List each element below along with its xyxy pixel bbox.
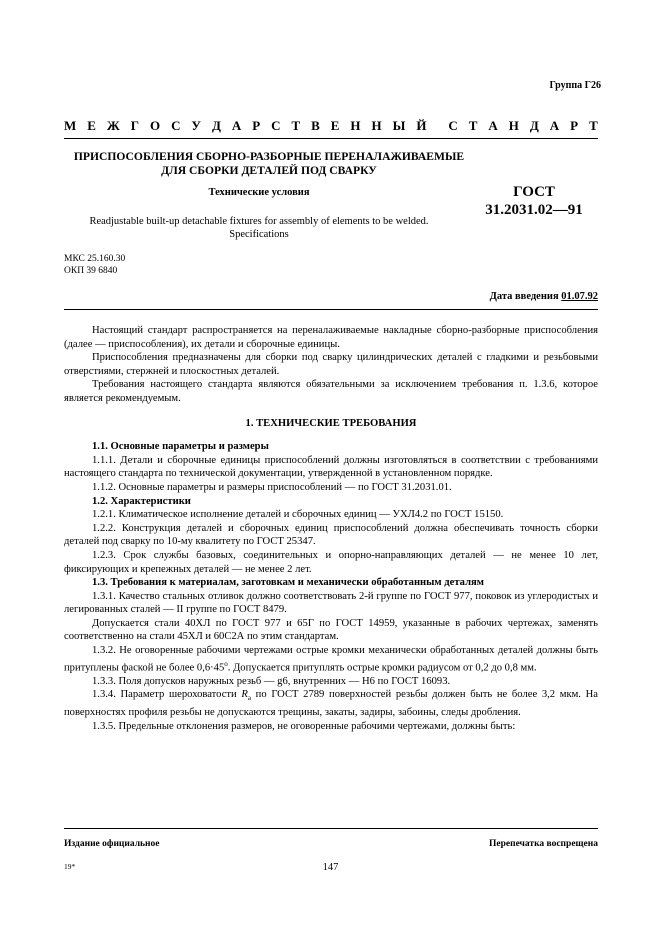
degree-sign: о	[224, 659, 228, 668]
interstate-letter: Й	[416, 118, 427, 133]
clause-1-3-2-text-a: 1.3.2. Не оговоренные рабочими чертежами острые кромки механически обработанных деталей должны быть притуплены фаской не более 0,6·45	[64, 645, 598, 674]
gost-label: ГОСТ	[513, 184, 555, 200]
clause-1-3-5: 1.3.5. Предельные отклонения размеров, не оговоренные рабочими чертежами, должны быть:	[92, 720, 516, 732]
okp-code: ОКП 39 6840	[64, 266, 118, 276]
date-rule	[64, 309, 598, 310]
header-rule	[64, 138, 598, 139]
interstate-letter: Д	[211, 118, 221, 133]
footer-rule	[64, 828, 598, 829]
clause-1-1-1: 1.1.1. Детали и сборочные единицы приспособлений должны изготовляться в соответствии с требованиями настоящего стандарта по технической документации, утвержденной в установленном порядке.	[64, 454, 598, 480]
clause-1-3-4-text-a: 1.3.4. Параметр шероховатости	[92, 689, 242, 701]
interstate-letter: В	[311, 118, 320, 133]
clause-1-2-3: 1.2.3. Срок службы базовых, соединительных и опорно-направляющих деталей — не менее 10 лет, фиксирующих и крепежных деталей — не менее 2 лет.	[64, 549, 598, 575]
english-title-line-1: Readjustable built-up detachable fixtures for assembly of elements to be welded.	[89, 216, 429, 227]
interstate-letter: Е	[87, 118, 96, 133]
english-title	[64, 215, 454, 241]
clause-1-2-2: 1.2.2. Конструкция деталей и сборочных единиц приспособлений должна обеспечивать точность сборки деталей под сварку по 10-му квалитету по ГОСТ 25347.	[64, 522, 598, 548]
intro-paragraph-1: Настоящий стандарт распространяется на переналаживаемые накладные сборно-разборные приспособления (далее — приспособления), их детали и сборочные единицы.	[64, 325, 598, 350]
intro-paragraph-3: Требования настоящего стандарта являются обязательными за исключением требования п. 1.3.6, которое является рекомендуемым.	[64, 379, 598, 404]
interstate-letter: У	[191, 118, 201, 133]
section-heading: 1. ТЕХНИЧЕСКИЕ ТРЕБОВАНИЯ	[245, 417, 417, 429]
interstate-letter: Г	[130, 118, 139, 133]
clause-1-3-2	[64, 644, 598, 675]
interstate-letter: Т	[589, 118, 598, 133]
body-text	[64, 324, 598, 733]
interstate-letter: Н	[350, 118, 361, 133]
clause-1-2-1: 1.2.1. Климатическое исполнение деталей и сборочных единиц — УХЛ4.2 по ГОСТ 15150.	[92, 509, 504, 521]
clause-1-3-3: 1.3.3. Поля допусков наружных резьб — g6, внутренних — Н6 по ГОСТ 16093.	[92, 675, 451, 687]
footer-official-edition: Издание официальное	[64, 839, 160, 849]
date-value: 01.07.92	[561, 291, 598, 302]
subsection-1-2: 1.2. Характеристики	[92, 495, 191, 507]
title-line-1: ПРИСПОСОБЛЕНИЯ СБОРНО-РАЗБОРНЫЕ ПЕРЕНАЛАЖИВАЕМЫЕ	[73, 150, 465, 163]
interstate-letter: Т	[291, 118, 301, 133]
interstate-letter: О	[149, 118, 161, 133]
interstate-letter: М	[64, 118, 77, 133]
interstate-letter: Т	[468, 118, 478, 133]
clause-1-3-4-text-b: по ГОСТ 2789 поверхностей резьбы должен быть не более 3,2 мкм. На поверхностях профиля резьбы не допускаются трещины, закаты, задиры, забоины, следы дробления.	[64, 689, 598, 719]
signature-mark: 19*	[64, 862, 76, 871]
interstate-letter: С	[271, 118, 281, 133]
interstate-letter: А	[231, 118, 242, 133]
clause-1-3-1-note: Допускается стали 40ХЛ по ГОСТ 977 и 65Г по ГОСТ 14959, указанные в рабочих чертежах, заменять соответственно на стали 45ХЛ и 60С2А по этим стандартам.	[64, 617, 598, 643]
interstate-letter: Д	[529, 118, 539, 133]
document-title	[64, 150, 474, 178]
interstate-standard-heading	[64, 118, 598, 134]
interstate-letter: А	[549, 118, 560, 133]
clause-1-1-2: 1.1.2. Основные параметры и размеры приспособлений — по ГОСТ 31.2031.01.	[92, 481, 452, 493]
roughness-subscript: a	[247, 694, 251, 703]
footer-reprint-prohibited: Перепечатка воспрещена	[488, 839, 598, 849]
clause-1-3-2-text-b: . Допускается притуплять острые кромки радиусом от 0,2 до 0,8 мм.	[227, 662, 537, 674]
effective-date	[490, 291, 598, 302]
page-number: 147	[322, 862, 339, 873]
roughness-symbol: R	[241, 689, 248, 701]
intro-paragraph-2: Приспособления предназначены для сборки под сварку цилиндрических деталей с гладкими и резьбовыми отверстиями, стержней и плоскостных деталей.	[64, 352, 598, 377]
english-title-line-2: Specifications	[229, 229, 289, 240]
clause-1-3-4	[64, 688, 598, 719]
subsection-1-1: 1.1. Основные параметры и размеры	[92, 441, 269, 453]
classification-codes	[64, 253, 125, 277]
interstate-letter: С	[448, 118, 458, 133]
clause-1-3-1: 1.3.1. Качество стальных отливок должно соответствовать 2-й группе по ГОСТ 977, поковок из углеродистых и легированных сталей — II группе по ГОСТ 8479.	[64, 590, 598, 616]
interstate-letter: Н	[371, 118, 382, 133]
interstate-letter: Ж	[106, 118, 120, 133]
group-code: Группа Г26	[549, 80, 601, 91]
gost-number	[470, 183, 598, 219]
interstate-letter: Р	[570, 118, 579, 133]
mks-code: МКС 25.160.30	[64, 254, 126, 264]
interstate-letter: Н	[508, 118, 519, 133]
interstate-letter: Ы	[392, 118, 406, 133]
interstate-letter: С	[171, 118, 181, 133]
interstate-letter: А	[488, 118, 498, 133]
title-line-2: ДЛЯ СБОРКИ ДЕТАЛЕЙ ПОД СВАРКУ	[161, 164, 377, 177]
gost-code: 31.2031.02—91	[485, 202, 583, 218]
subsection-1-3: 1.3. Требования к материалам, заготовкам и механически обработанным деталям	[92, 577, 484, 589]
interstate-letter: Е	[330, 118, 340, 133]
interstate-letter: Р	[252, 118, 261, 133]
date-label: Дата введения	[489, 291, 559, 302]
subtitle: Технические условия	[208, 187, 310, 198]
